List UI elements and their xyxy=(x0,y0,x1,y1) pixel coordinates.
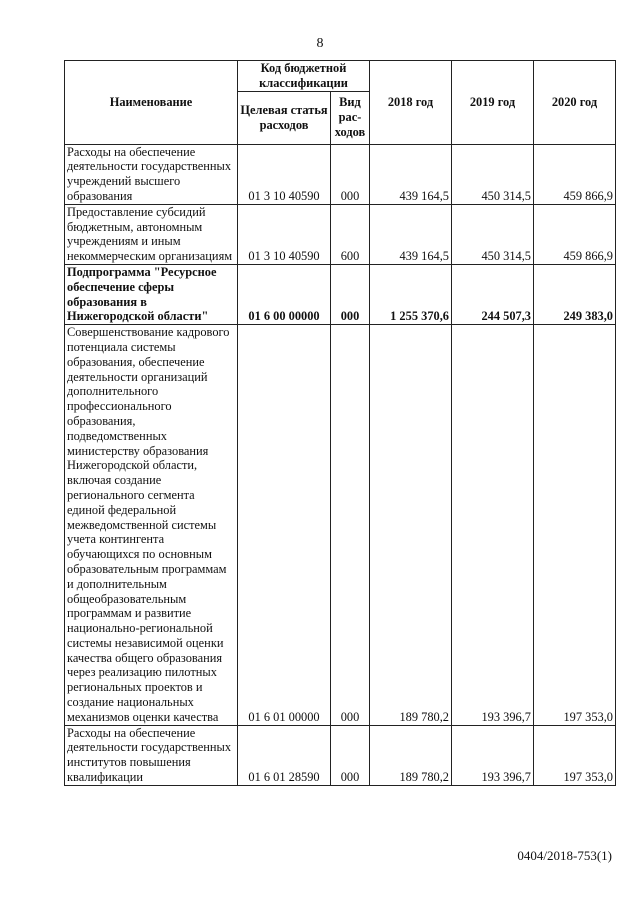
row-name: Расходы на обеспечение деятельности государственных институтов повышения квалификации xyxy=(65,725,238,785)
row-expense-type: 000 xyxy=(331,144,370,204)
header-name: Наименование xyxy=(65,61,238,145)
row-expense-type: 600 xyxy=(331,204,370,264)
row-value-2019: 193 396,7 xyxy=(452,325,534,726)
table-row xyxy=(65,204,616,264)
header-expense-type: Вид рас-ходов xyxy=(331,91,370,144)
row-name: Подпрограмма "Ресурсное обеспечение сферы образования в Нижегородской области" xyxy=(65,264,238,324)
row-value-2019: 450 314,5 xyxy=(452,204,534,264)
row-name: Совершенствование кадрового потенциала системы образования, обеспечение деятельности организаций дополнительного профессионального образования, подведомственных министерству образования Нижегородской области, включая создание регионального сегмента единой федеральной межведомственной системы учета контингента обучающихся по основным образовательным программам и дополнительным общеобразовательным программам и развитие национально-региональной системы независимой оценки качества общего образования через реализацию пилотных региональных проектов и создание национальных механизмов оценки качества xyxy=(65,325,238,726)
header-2020: 2020 год xyxy=(534,61,616,145)
budget-table xyxy=(64,60,616,786)
table-row xyxy=(65,264,616,324)
row-value-2020: 249 383,0 xyxy=(534,264,616,324)
row-value-2020: 197 353,0 xyxy=(534,725,616,785)
table-row xyxy=(65,725,616,785)
table-row xyxy=(65,144,616,204)
row-value-2020: 197 353,0 xyxy=(534,325,616,726)
row-target-item: 01 6 00 00000 xyxy=(238,264,331,324)
row-name: Расходы на обеспечение деятельности государственных учреждений высшего образования xyxy=(65,144,238,204)
row-value-2018: 439 164,5 xyxy=(370,144,452,204)
row-value-2019: 244 507,3 xyxy=(452,264,534,324)
row-value-2020: 459 866,9 xyxy=(534,144,616,204)
row-value-2020: 459 866,9 xyxy=(534,204,616,264)
row-value-2018: 189 780,2 xyxy=(370,325,452,726)
row-target-item: 01 3 10 40590 xyxy=(238,144,331,204)
row-value-2018: 439 164,5 xyxy=(370,204,452,264)
row-value-2019: 193 396,7 xyxy=(452,725,534,785)
header-2018: 2018 год xyxy=(370,61,452,145)
row-target-item: 01 6 01 28590 xyxy=(238,725,331,785)
row-target-item: 01 6 01 00000 xyxy=(238,325,331,726)
row-value-2018: 189 780,2 xyxy=(370,725,452,785)
page-number: 8 xyxy=(316,36,324,51)
row-name: Предоставление субсидий бюджетным, автономным учреждениям и иным некоммерческим организациям xyxy=(65,204,238,264)
row-expense-type: 000 xyxy=(331,325,370,726)
row-value-2019: 450 314,5 xyxy=(452,144,534,204)
row-expense-type: 000 xyxy=(331,725,370,785)
header-code-group: Код бюджетной классификации xyxy=(238,61,370,92)
table-row xyxy=(65,325,616,726)
row-target-item: 01 3 10 40590 xyxy=(238,204,331,264)
row-expense-type: 000 xyxy=(331,264,370,324)
header-2019: 2019 год xyxy=(452,61,534,145)
row-value-2018: 1 255 370,6 xyxy=(370,264,452,324)
header-target-item: Целевая статья расходов xyxy=(238,91,331,144)
document-code: 0404/2018-753(1) xyxy=(517,848,612,863)
